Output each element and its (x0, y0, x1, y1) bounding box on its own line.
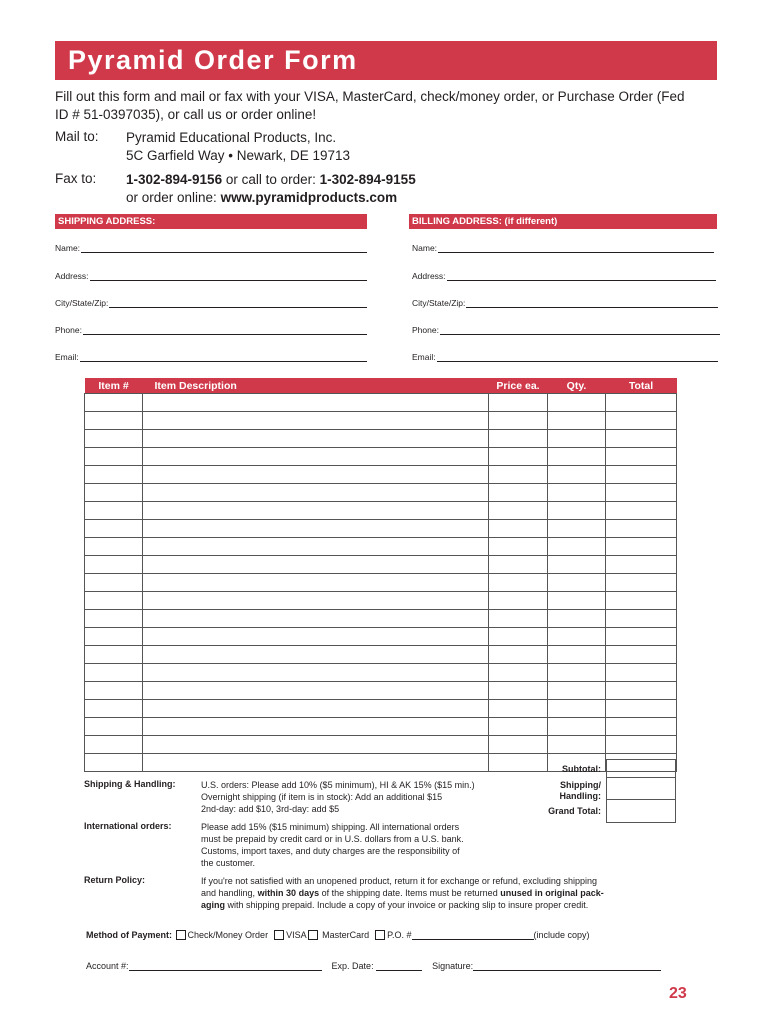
description-cell[interactable] (143, 430, 489, 448)
total-cell[interactable] (606, 664, 677, 682)
shipping-address-field[interactable]: Address: (55, 271, 367, 281)
price-cell[interactable] (489, 574, 548, 592)
description-cell[interactable] (143, 592, 489, 610)
fax-info (126, 171, 416, 207)
billing-address-field[interactable]: Address: (412, 271, 716, 281)
po-label: P.O. # (387, 930, 412, 940)
table-row (85, 448, 677, 466)
col-total: Total (606, 378, 677, 394)
account-number-field[interactable] (129, 961, 322, 971)
qty-cell[interactable] (548, 520, 606, 538)
account-label: Account #: (86, 961, 129, 971)
table-row (85, 736, 677, 754)
table-body (85, 394, 677, 772)
price-cell[interactable] (489, 736, 548, 754)
signature-field[interactable] (473, 961, 661, 971)
description-cell[interactable] (143, 412, 489, 430)
shipping-email-field[interactable]: Email: (55, 352, 367, 362)
description-cell[interactable] (143, 664, 489, 682)
total-cell[interactable] (606, 466, 677, 484)
table-row (85, 718, 677, 736)
price-cell[interactable] (489, 646, 548, 664)
description-cell[interactable] (143, 448, 489, 466)
billing-email-field[interactable]: Email: (412, 352, 718, 362)
shipping-address-header: SHIPPING ADDRESS: (55, 214, 367, 229)
qty-cell[interactable] (548, 556, 606, 574)
total-cell[interactable] (606, 718, 677, 736)
total-cell[interactable] (606, 430, 677, 448)
price-cell[interactable] (489, 448, 548, 466)
table-row (85, 484, 677, 502)
total-cell[interactable] (606, 484, 677, 502)
price-cell[interactable] (489, 484, 548, 502)
item-number-cell[interactable] (85, 502, 143, 520)
total-cell[interactable] (606, 682, 677, 700)
intro-text: Fill out this form and mail or fax with your VISA, MasterCard, check/money order, or Purchase Order (Fed ID # 51-0397035), or call us or order online! (55, 89, 685, 122)
total-cell[interactable] (606, 610, 677, 628)
mail-line-1: Pyramid Educational Products, Inc. (126, 130, 337, 145)
mastercard-checkbox[interactable] (308, 930, 318, 940)
description-cell[interactable] (143, 556, 489, 574)
subtotal-label: Subtotal: (562, 764, 601, 774)
qty-cell[interactable] (548, 664, 606, 682)
table-row (85, 556, 677, 574)
qty-cell[interactable] (548, 448, 606, 466)
table-row (85, 430, 677, 448)
total-cell[interactable] (606, 592, 677, 610)
table-row (85, 538, 677, 556)
mail-label: Mail to: (55, 129, 99, 144)
price-cell[interactable] (489, 538, 548, 556)
qty-cell[interactable] (548, 538, 606, 556)
visa-label: VISA (286, 930, 307, 940)
price-cell[interactable] (489, 466, 548, 484)
account-row (86, 961, 661, 971)
item-number-cell[interactable] (85, 448, 143, 466)
item-number-cell[interactable] (85, 754, 143, 772)
total-cell[interactable] (606, 448, 677, 466)
table-row (85, 466, 677, 484)
price-cell[interactable] (489, 610, 548, 628)
item-number-cell[interactable] (85, 412, 143, 430)
col-item-number: Item # (85, 378, 143, 394)
item-number-cell[interactable] (85, 574, 143, 592)
item-number-cell[interactable] (85, 538, 143, 556)
price-cell[interactable] (489, 628, 548, 646)
item-number-cell[interactable] (85, 736, 143, 754)
total-cell[interactable] (606, 628, 677, 646)
qty-cell[interactable] (548, 592, 606, 610)
billing-phone-field[interactable]: Phone: (412, 325, 720, 335)
total-cell[interactable] (606, 538, 677, 556)
price-cell[interactable] (489, 412, 548, 430)
description-cell[interactable] (143, 646, 489, 664)
qty-cell[interactable] (548, 610, 606, 628)
qty-cell[interactable] (548, 394, 606, 412)
item-number-cell[interactable] (85, 718, 143, 736)
description-cell[interactable] (143, 628, 489, 646)
description-cell[interactable] (143, 520, 489, 538)
order-items-table (84, 378, 677, 772)
mastercard-label: MasterCard (322, 930, 370, 940)
total-cell[interactable] (606, 412, 677, 430)
return-policy-label: Return Policy: (84, 875, 146, 885)
shipping-name-field[interactable]: Name: (55, 243, 367, 253)
item-number-cell[interactable] (85, 646, 143, 664)
description-cell[interactable] (143, 718, 489, 736)
table-row (85, 664, 677, 682)
total-cell[interactable] (606, 394, 677, 412)
billing-address-header: BILLING ADDRESS: (if different) (409, 214, 717, 229)
price-cell[interactable] (489, 592, 548, 610)
description-cell[interactable] (143, 466, 489, 484)
international-label: International orders: (84, 821, 172, 831)
price-cell[interactable] (489, 700, 548, 718)
item-number-cell[interactable] (85, 556, 143, 574)
page-title: Pyramid Order Form (68, 45, 358, 75)
item-number-cell[interactable] (85, 664, 143, 682)
col-item-description: Item Description (143, 378, 489, 394)
visa-checkbox[interactable] (274, 930, 284, 940)
price-cell[interactable] (489, 520, 548, 538)
billing-name-field[interactable]: Name: (412, 243, 714, 253)
handling-label: Handling: (559, 791, 601, 801)
shipping-handling-label: Shipping & Handling: (84, 779, 176, 789)
website-url[interactable]: www.pyramidproducts.com (220, 190, 398, 205)
item-number-cell[interactable] (85, 430, 143, 448)
item-number-cell[interactable] (85, 610, 143, 628)
shipping-city-field[interactable]: City/State/Zip: (55, 298, 367, 308)
table-row (85, 502, 677, 520)
fax-label: Fax to: (55, 171, 97, 186)
description-cell[interactable] (143, 484, 489, 502)
payment-method-row (86, 930, 590, 940)
description-cell[interactable] (143, 610, 489, 628)
qty-cell[interactable] (548, 700, 606, 718)
subtotal-box[interactable] (606, 759, 676, 778)
qty-cell[interactable] (548, 466, 606, 484)
table-row (85, 412, 677, 430)
page-number: 23 (669, 985, 687, 1002)
signature-label: Signature: (432, 961, 474, 971)
shipping-handling-text: U.S. orders: Please add 10% ($5 minimum), HI & AK 15% ($15 min.) Overnight shipping (if item is in stock): Add an additional $15 2nd-day: add $10, 3rd-day: add $5 (201, 780, 475, 814)
shipping-phone-field[interactable]: Phone: (55, 325, 367, 335)
item-number-cell[interactable] (85, 466, 143, 484)
price-cell[interactable] (489, 556, 548, 574)
description-cell[interactable] (143, 736, 489, 754)
price-cell[interactable] (489, 502, 548, 520)
qty-cell[interactable] (548, 502, 606, 520)
grand-total-label: Grand Total: (548, 806, 601, 816)
shipping-label: Shipping/ (560, 780, 601, 790)
international-text: Please add 15% ($15 minimum) shipping. All international orders must be prepaid by credit card or in U.S. dollars from a U.S. bank. Customs, import taxes, and duty charges are the responsibility of the customer. (201, 822, 464, 868)
description-cell[interactable] (143, 574, 489, 592)
table-row (85, 574, 677, 592)
table-row (85, 628, 677, 646)
return-policy-text: If you're not satisfied with an unopened product, return it for exchange or refund, excluding shipping and handling, within 30 days of the shipping date. Items must be returned unused in original pack- aging with shipping prepaid. Include a copy of your invoice or packing slip to insure proper credit. (201, 876, 604, 910)
total-cell[interactable] (606, 646, 677, 664)
exp-date-field[interactable] (376, 961, 422, 971)
total-cell[interactable] (606, 556, 677, 574)
price-cell[interactable] (489, 394, 548, 412)
table-row (85, 682, 677, 700)
table-row (85, 610, 677, 628)
table-header-row (85, 378, 677, 394)
qty-cell[interactable] (548, 718, 606, 736)
total-cell[interactable] (606, 736, 677, 754)
item-number-cell[interactable] (85, 682, 143, 700)
qty-cell[interactable] (548, 628, 606, 646)
col-qty: Qty. (548, 378, 606, 394)
description-cell[interactable] (143, 394, 489, 412)
grand-total-box[interactable] (606, 799, 676, 823)
phone-number: 1-302-894-9155 (319, 172, 416, 187)
item-number-cell[interactable] (85, 484, 143, 502)
total-cell[interactable] (606, 574, 677, 592)
price-cell[interactable] (489, 682, 548, 700)
qty-cell[interactable] (548, 412, 606, 430)
price-cell[interactable] (489, 430, 548, 448)
col-price: Price ea. (489, 378, 548, 394)
table-row (85, 394, 677, 412)
item-number-cell[interactable] (85, 700, 143, 718)
po-checkbox[interactable] (375, 930, 385, 940)
item-number-cell[interactable] (85, 394, 143, 412)
total-cell[interactable] (606, 700, 677, 718)
total-cell[interactable] (606, 502, 677, 520)
mail-line-2: 5C Garfield Way • Newark, DE 19713 (126, 148, 351, 163)
exp-date-label: Exp. Date: (331, 961, 374, 971)
title-bar (55, 41, 717, 80)
total-cell[interactable] (606, 520, 677, 538)
po-number-field[interactable] (412, 930, 534, 940)
price-cell[interactable] (489, 718, 548, 736)
item-number-cell[interactable] (85, 520, 143, 538)
description-cell[interactable] (143, 502, 489, 520)
fax-number: 1-302-894-9156 (126, 172, 223, 187)
mail-address (126, 129, 350, 165)
online-text: or order online: (126, 190, 221, 205)
qty-cell[interactable] (548, 682, 606, 700)
qty-cell[interactable] (548, 646, 606, 664)
table-row (85, 592, 677, 610)
price-cell[interactable] (489, 664, 548, 682)
item-number-cell[interactable] (85, 628, 143, 646)
description-cell[interactable] (143, 682, 489, 700)
shipping-handling-box[interactable] (606, 777, 676, 800)
qty-cell[interactable] (548, 574, 606, 592)
description-cell[interactable] (143, 754, 489, 772)
description-cell[interactable] (143, 700, 489, 718)
item-number-cell[interactable] (85, 592, 143, 610)
billing-city-field[interactable]: City/State/Zip: (412, 298, 718, 308)
call-text: or call to order: (222, 172, 320, 187)
qty-cell[interactable] (548, 736, 606, 754)
table-row (85, 520, 677, 538)
table-row (85, 646, 677, 664)
check-label: Check/Money Order (187, 930, 269, 940)
table-row (85, 700, 677, 718)
qty-cell[interactable] (548, 484, 606, 502)
include-copy-label: (include copy) (533, 930, 590, 940)
qty-cell[interactable] (548, 430, 606, 448)
description-cell[interactable] (143, 538, 489, 556)
check-checkbox[interactable] (176, 930, 186, 940)
payment-method-label: Method of Payment: (86, 930, 173, 940)
